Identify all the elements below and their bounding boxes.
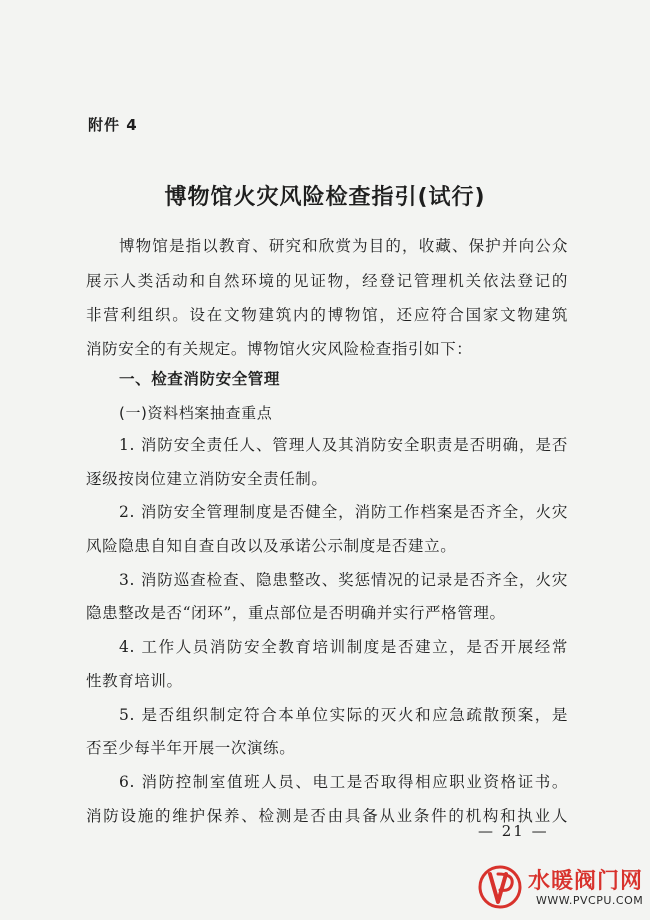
page-number: — 21 — — [478, 822, 549, 840]
watermark-brand: 水暖阀门网 — [528, 869, 644, 894]
item-5-line-1: 5. 是否组织制定符合本单位实际的灭火和应急疏散预案，是 — [119, 706, 568, 724]
intro-line-4: 消防安全的有关规定。博物馆火灾风险检查指引如下： — [86, 340, 473, 358]
item-1-line-2: 逐级按岗位建立消防安全责任制。 — [86, 470, 328, 488]
item-4-line-1: 4. 工作人员消防安全教育培训制度是否建立，是否开展经常 — [119, 638, 568, 656]
item-2-line-2: 风险隐患自知自查自改以及承诺公示制度是否建立。 — [86, 537, 457, 555]
item-6-line-2: 消防设施的维护保养、检测是否由具备从业条件的机构和执业人 — [86, 807, 568, 825]
attachment-label: 附件 4 — [88, 116, 138, 134]
item-5-line-2: 否至少每半年开展一次演练。 — [86, 739, 296, 757]
item-1-line-1: 1. 消防安全责任人、管理人及其消防安全职责是否明确，是否 — [119, 436, 568, 454]
intro-line-1: 博物馆是指以教育、研究和欣赏为目的，收藏、保护并向公众 — [119, 237, 568, 255]
section-heading: 一、检查消防安全管理 — [119, 370, 281, 388]
intro-line-2: 展示人类活动和自然环境的见证物，经登记管理机关依法登记的 — [86, 272, 568, 290]
item-3-line-1: 3. 消防巡查检查、隐患整改、奖惩情况的记录是否齐全，火灾 — [119, 571, 568, 589]
site-watermark — [478, 862, 646, 916]
item-6-line-1: 6. 消防控制室值班人员、电工是否取得相应职业资格证书。 — [119, 773, 568, 791]
intro-line-3: 非营利组织。设在文物建筑内的博物馆，还应符合国家文物建筑 — [86, 306, 568, 324]
item-2-line-1: 2. 消防安全管理制度是否健全，消防工作档案是否齐全，火灾 — [119, 503, 568, 521]
valve-logo-icon — [478, 862, 526, 912]
item-4-line-2: 性教育培训。 — [86, 672, 183, 690]
subsection-heading: (一)资料档案抽查重点 — [119, 404, 273, 422]
document-title: 博物馆火灾风险检查指引(试行) — [164, 185, 486, 210]
watermark-url: WWW.PVCPU.COM — [536, 894, 644, 907]
item-3-line-2: 隐患整改是否“闭环”，重点部位是否明确并实行严格管理。 — [86, 604, 506, 622]
